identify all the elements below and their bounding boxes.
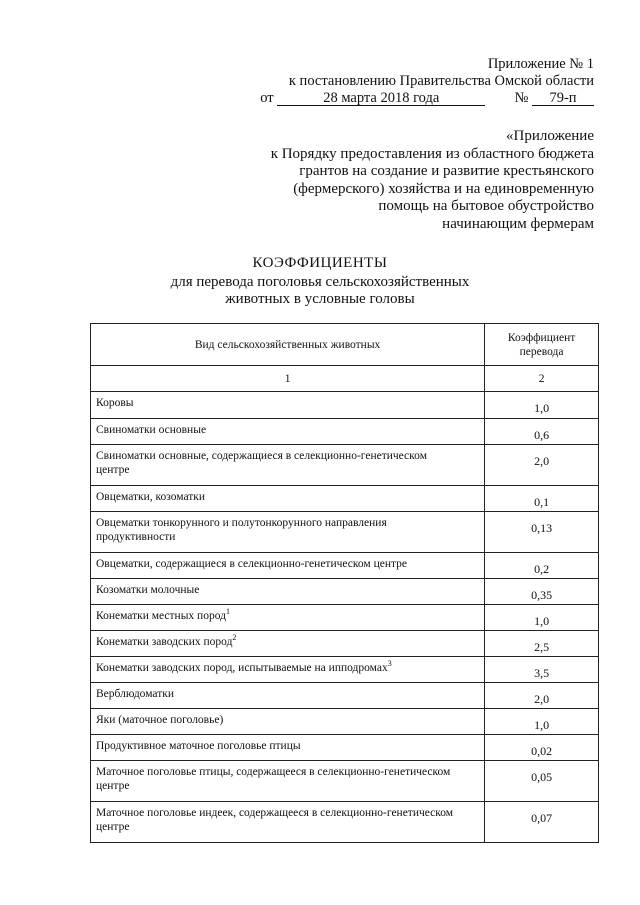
animal-type-cell: [91, 761, 485, 802]
animal-type-cell: [91, 631, 485, 657]
coefficient-cell: 2,0: [485, 683, 599, 709]
animal-type-text: Свиноматки основные, содержащиеся в селекционно-генетическом центре: [96, 450, 427, 476]
date-number-line: [260, 90, 594, 107]
animal-type-cell: [91, 802, 485, 843]
date-prefix: от: [260, 90, 274, 106]
appendix-line: помощь на бытовое обустройство: [378, 198, 594, 214]
coefficient-cell: 1,0: [485, 392, 599, 419]
footnote-marker: 1: [225, 607, 230, 617]
animal-type-cell: [91, 709, 485, 735]
animal-type-text: Конематки местных пород: [96, 610, 226, 622]
animal-type-cell: [91, 605, 485, 631]
animal-type-cell: [91, 486, 485, 512]
appendix-line: начинающим фермерам: [442, 215, 594, 232]
coefficient-cell: 0,02: [485, 735, 599, 761]
coefficient-cell: 0,2: [485, 553, 599, 579]
appendix-line: «Приложение: [505, 128, 594, 144]
animal-type-cell: [91, 419, 485, 445]
resolution-reference: к постановлению Правительства Омской области: [288, 73, 594, 89]
animal-type-text: Козоматки молочные: [96, 584, 200, 596]
column-number-2: 2: [485, 366, 599, 392]
table-row: [91, 709, 599, 735]
table-row: [91, 631, 599, 657]
animal-type-text: Маточное поголовье птицы, содержащееся в селекционно-генетическом центре: [96, 766, 451, 792]
table-row: [91, 553, 599, 579]
document-header: [260, 56, 594, 107]
title-sub-1: для перевода поголовья сельскохозяйственных: [170, 274, 470, 290]
coefficient-cell: 2,0: [485, 445, 599, 486]
table-row: [91, 392, 599, 419]
animal-type-cell: [91, 445, 485, 486]
document-title: [0, 255, 640, 308]
table-row: [91, 761, 599, 802]
header-coefficient-line2: перевода: [519, 345, 564, 358]
animal-type-text: Яки (маточное поголовье): [96, 714, 224, 726]
table-row: [91, 657, 599, 683]
animal-type-cell: [91, 735, 485, 761]
coefficient-cell: 3,5: [485, 657, 599, 683]
appendix-line: (фермерского) хозяйства и на единовременную: [293, 180, 594, 197]
animal-type-cell: [91, 657, 485, 683]
animal-type-cell: [91, 512, 485, 553]
table-body: [91, 392, 599, 843]
number-sign: №: [514, 90, 529, 106]
table-row: [91, 419, 599, 445]
coefficient-cell: 0,1: [485, 486, 599, 512]
coefficient-cell: 0,6: [485, 419, 599, 445]
coefficient-cell: 0,07: [485, 802, 599, 843]
table-row: [91, 735, 599, 761]
animal-type-text: Овцематки, козоматки: [96, 491, 206, 503]
coefficient-cell: 2,5: [485, 631, 599, 657]
animal-type-text: Коровы: [96, 397, 134, 409]
appendix-line: грантов на создание и развитие крестьянского: [299, 163, 594, 179]
coefficients-table: [90, 323, 599, 843]
resolution-date: 28 марта 2018 года: [277, 91, 485, 106]
title-main: КОЭФФИЦИЕНТЫ: [252, 255, 388, 271]
header-coefficient-line1: Коэффициент: [507, 331, 576, 344]
table-row: [91, 802, 599, 843]
title-sub-2: животных в условные головы: [225, 291, 415, 307]
coefficient-cell: 0,35: [485, 579, 599, 605]
animal-type-text: Маточное поголовье индеек, содержащееся в селекционно-генетическом центре: [96, 807, 454, 833]
animal-type-text: Продуктивное маточное поголовье птицы: [96, 740, 301, 752]
coefficient-cell: 1,0: [485, 709, 599, 735]
footnote-marker: 2: [232, 633, 237, 643]
footnote-marker: 3: [387, 659, 392, 669]
coefficient-cell: 0,05: [485, 761, 599, 802]
animal-type-text: Овцематки тонкорунного и полутонкорунного направления продуктивности: [96, 517, 387, 543]
animal-type-cell: [91, 683, 485, 709]
animal-type-cell: [91, 392, 485, 419]
coefficient-cell: 0,13: [485, 512, 599, 553]
animal-type-cell: [91, 553, 485, 579]
table-row: [91, 486, 599, 512]
animal-type-text: Верблюдоматки: [96, 688, 174, 700]
table-row: [91, 605, 599, 631]
appendix-line: к Порядку предоставления из областного бюджета: [270, 145, 594, 162]
table-header-row: [91, 324, 599, 366]
table-row: [91, 683, 599, 709]
animal-type-text: Конематки заводских пород: [96, 636, 233, 648]
animal-type-text: Конематки заводских пород, испытываемые на ипподромах: [96, 662, 388, 674]
table-row: [91, 512, 599, 553]
coefficient-cell: 1,0: [485, 605, 599, 631]
header-coefficient: [485, 324, 599, 366]
column-number-1: 1: [91, 366, 485, 392]
header-animal-type: Вид сельскохозяйственных животных: [91, 324, 485, 366]
table-row: [91, 579, 599, 605]
animal-type-cell: [91, 579, 485, 605]
appendix-reference: [271, 128, 594, 233]
appendix-number: Приложение № 1: [487, 56, 594, 72]
resolution-number: 79-п: [532, 91, 594, 106]
animal-type-text: Свиноматки основные: [96, 424, 207, 436]
animal-type-text: Овцематки, содержащиеся в селекционно-генетическом центре: [96, 558, 407, 570]
table-row: [91, 445, 599, 486]
column-number-row: [91, 366, 599, 392]
